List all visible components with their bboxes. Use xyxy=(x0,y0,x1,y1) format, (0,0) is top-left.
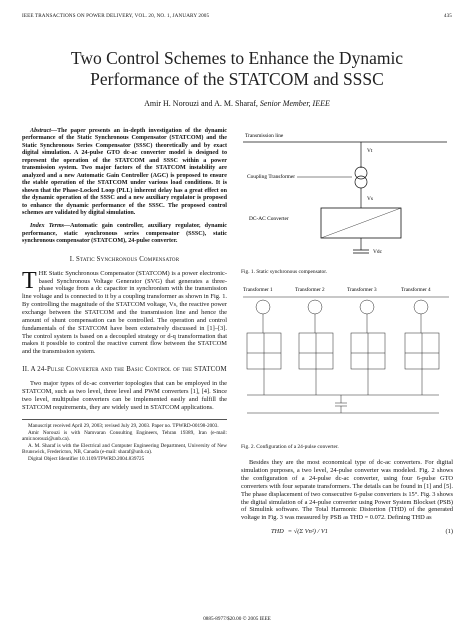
right-paragraph: Besides they are the most economical type of dc-ac converters. For digital simulation purposes, a two level, 24-pulse converter was modeled. Fig. 2 shows the configuration of a 24-pulse dc-ac converter, using four 6-pulse GTO converters with four separate transformers. The details can be found in [1] and [5]. The phase displacement of two consecutive 6-pulse converters is 15°. Fig. 3 shows the digital simulation of a 24-pulse converter using Power System Blockset (PSB) of Simulink software. The Total Harmonic Distortion (THD) of the generated voltage in Fig. 3 was measured by PSB as THD = 0.072. Defining THD as xyxy=(241,459,453,522)
title-line-1: Two Control Schemes to Enhance the Dynamic xyxy=(70,48,404,68)
section-1-text: HE Static Synchronous Compensator (STATCOM) is a power electronic-based Synchronous Voltage Generator (SVG) that generates a three-phase voltage from a dc capacitor in synchronism with the transmission line voltage and is connected to it by a coupling transformer as shown in Fig. 1. By controlling the magnitude of the STATCOM voltage, Vs, the reactive power exchange between the STATCOM and the transmission line and hence the amount of shunt compensation can be controlled. The operation and control fundamentals of the STATCOM have been extensively discussed in [1]–[3]. The control system is based on a decoupled strategy or d-q transformation that makes it possible to control the reactive current flow between the STATCOM and the transmission system. xyxy=(22,269,227,356)
footnote-manuscript: Manuscript received April 29, 2003; revised July 29, 2003. Paper no. TPWRD-00198-2003. xyxy=(28,423,219,430)
label-vs: Vs xyxy=(367,196,373,202)
running-head xyxy=(22,13,452,19)
index-terms-text: Automatic gain controller, auxiliary regulator, dynamic performance, static synchronous series compensator (SSSC), static synchronous compensator (STATCOM), 24-pulse converter. xyxy=(22,223,227,245)
drop-cap: T xyxy=(22,267,37,294)
label-transformer-3: Transformer 3 xyxy=(347,286,377,293)
label-vt: Vt xyxy=(367,148,373,154)
figure-1-caption: Fig. 1. Static synchronous compensator. xyxy=(241,268,328,275)
left-column xyxy=(22,128,227,462)
equation-1 xyxy=(241,528,453,536)
footnote-author-1: Amir Norouzi is with Namvaran Consulting Engineers, Tehran 19389, Iran (e-mail: amir.norouzi@unb.ca). xyxy=(22,429,227,443)
section-2-heading: II. A 24-Pulse Converter and the Basic Control of the STATCOM xyxy=(22,366,227,374)
right-column xyxy=(241,128,453,536)
label-transformer-4: Transformer 4 xyxy=(401,286,431,293)
footnote xyxy=(22,419,227,462)
equation-lhs: THD xyxy=(271,528,284,536)
figure-2 xyxy=(241,283,453,452)
footnote-doi: Digital Object Identifier 10.1109/TPWRD.2004.839725 xyxy=(28,455,145,462)
label-transformer-2: Transformer 2 xyxy=(295,286,325,293)
converter-24-pulse-diagram xyxy=(241,283,453,438)
paper-title xyxy=(0,48,474,90)
label-converter: DC-AC Converter xyxy=(249,216,289,222)
index-terms-label: Index Terms— xyxy=(30,223,71,230)
statcom-diagram xyxy=(241,128,453,263)
section-2-paragraph: Two major types of dc-ac converter topologies that can be employed in the STATCOM, such as two level, three level and PWM converters [1], [4]. Since two level, multipulse converters can be implemented easily and fulfill the STATCOM requirements, they are widely used in STATCOM applications. xyxy=(22,380,227,411)
figure-1 xyxy=(241,128,453,277)
page-number: 435 xyxy=(443,13,452,19)
label-transmission-line: Transmission line xyxy=(245,133,284,139)
author-names: Amir H. Norouzi and A. M. Sharaf, xyxy=(144,99,260,108)
label-vdc: Vdc xyxy=(373,249,382,255)
index-terms xyxy=(22,223,227,245)
equation-rhs: = √(Σ Vn²) / V1 xyxy=(287,528,328,536)
section-1-paragraph xyxy=(22,267,227,356)
footnote-author-2: A. M. Sharaf is with the Electrical and Computer Engineering Department, University of New Brunswick, Fredericton, NB, Canada (e-mail: sharaf@unb.ca). xyxy=(22,442,227,456)
equation-number: (1) xyxy=(445,528,453,536)
label-coupling-transformer: Coupling Transformer xyxy=(247,174,296,180)
abstract-label: Abstract— xyxy=(30,128,58,134)
journal-header: IEEE TRANSACTIONS ON POWER DELIVERY, VOL. 20, NO. 1, JANUARY 2005 xyxy=(22,13,210,19)
author-line xyxy=(0,99,474,108)
title-line-2: Performance of the STATCOM and SSSC xyxy=(90,69,384,89)
abstract xyxy=(22,128,227,217)
section-1-heading: I. Static Synchronous Compensator xyxy=(69,255,180,263)
figure-2-caption: Fig. 2. Configuration of a 24-pulse converter. xyxy=(241,443,339,450)
label-transformer-1: Transformer 1 xyxy=(243,286,273,293)
author-role: Senior Member, IEEE xyxy=(259,99,330,108)
abstract-text: The paper presents an in-depth investigation of the dynamic performance of the Static Synchronous Compensator (STATCOM) and the Static Synchronous Series Compensator (SSSC) theoretically and by exact digital simulation. A 24-pulse GTO dc-ac converter model is designed to represent the operation of the STATCOM and SSSC within a power transmission system. Two major factors of the STATCOM instability are analyzed and a new Automatic Gain Controller (AGC) is proposed to ensure the stable operation of the STATCOM under various load conditions. It is shown that the Phase-Locked Loop (PLL) inherent delay has a great effect on the dynamic operation of the SSSC and a new auxiliary regulator is proposed to enhance the dynamic performance of the SSSC. The proposed control schemes are validated by digital simulation. xyxy=(22,128,227,216)
copyright-footer: 0885-8977/$20.00 © 2005 IEEE xyxy=(203,616,271,622)
